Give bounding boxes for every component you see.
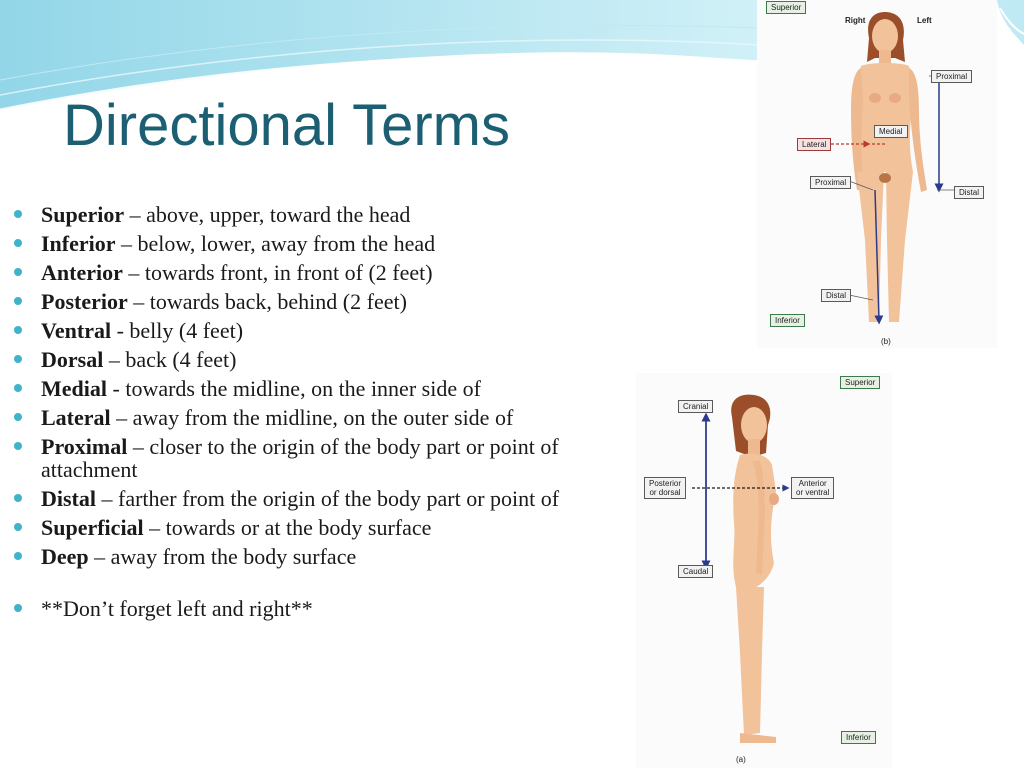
term-name: Lateral — [41, 405, 111, 430]
label-medial: Medial — [874, 125, 908, 138]
term-definition: above, upper, toward the head — [146, 202, 411, 227]
label-inferior: Inferior — [770, 314, 805, 327]
figure-caption: (a) — [736, 755, 746, 764]
term-definition: farther from the origin of the body part or point of — [118, 486, 560, 511]
term-separator: – — [96, 486, 118, 511]
list-item — [10, 516, 635, 539]
list-item — [10, 290, 635, 313]
term-separator: – — [127, 289, 150, 314]
label-right: Right — [845, 16, 866, 25]
term-definition: towards the midline, on the inner side of — [125, 376, 481, 401]
bullet-icon — [14, 355, 22, 363]
bullet-icon — [14, 604, 22, 612]
label-cranial: Cranial — [678, 400, 713, 413]
term-name: Superficial — [41, 515, 144, 540]
term-definition: away from the body surface — [110, 544, 357, 569]
term-separator: – — [127, 434, 150, 459]
anterior-body-illustration — [757, 0, 997, 348]
term-definition: towards or at the body surface — [165, 515, 432, 540]
label-dorsal-line: or dorsal — [649, 488, 681, 497]
list-item — [10, 261, 635, 284]
list-item-note — [10, 597, 635, 620]
bullet-icon — [14, 552, 22, 560]
label-posterior-line: Posterior — [649, 479, 682, 488]
list-item — [10, 487, 635, 510]
label-anterior-ventral — [791, 477, 834, 499]
list-item — [10, 319, 635, 342]
term-name: Anterior — [41, 260, 123, 285]
term-separator: – — [115, 231, 138, 256]
list-item — [10, 232, 635, 255]
figure-lateral-view — [636, 373, 892, 768]
label-ventral-line: or ventral — [796, 488, 830, 497]
term-name: Deep — [41, 544, 89, 569]
bullet-icon — [14, 239, 22, 247]
term-separator: – — [143, 515, 166, 540]
term-definition: towards back, behind (2 feet) — [149, 289, 407, 314]
label-superior: Superior — [840, 376, 880, 389]
label-left: Left — [917, 16, 932, 25]
term-name: Distal — [41, 486, 96, 511]
bullet-icon — [14, 384, 22, 392]
bullet-icon — [14, 297, 22, 305]
label-superior: Superior — [766, 1, 806, 14]
bullet-icon — [14, 442, 22, 450]
term-separator: – — [88, 544, 111, 569]
term-definition: back (4 feet) — [125, 347, 237, 372]
term-name: Superior — [41, 202, 125, 227]
term-name: Ventral — [41, 318, 112, 343]
label-caudal: Caudal — [678, 565, 713, 578]
slide-title: Directional Terms — [63, 93, 510, 158]
label-distal-leg: Distal — [821, 289, 851, 302]
term-separator: – — [103, 347, 126, 372]
list-item — [10, 348, 635, 371]
list-item — [10, 545, 635, 568]
term-list — [10, 203, 635, 626]
label-inferior: Inferior — [841, 731, 876, 744]
term-name: Inferior — [41, 231, 116, 256]
term-definition: belly (4 feet) — [129, 318, 244, 343]
term-definition: below, lower, away from the head — [137, 231, 436, 256]
list-item — [10, 203, 635, 226]
list-item — [10, 435, 635, 481]
term-definition: away from the midline, on the outer side of — [132, 405, 514, 430]
term-separator: – — [124, 202, 147, 227]
label-proximal-arm: Proximal — [931, 70, 972, 83]
term-definition: towards front, in front of (2 feet) — [144, 260, 433, 285]
lateral-body-illustration — [636, 373, 892, 768]
term-name: Posterior — [41, 289, 128, 314]
label-proximal-leg: Proximal — [810, 176, 851, 189]
term-separator: - — [111, 318, 130, 343]
bullet-icon — [14, 210, 22, 218]
label-lateral: Lateral — [797, 138, 831, 151]
term-name: Proximal — [41, 434, 128, 459]
figure-caption: (b) — [881, 337, 891, 346]
list-item — [10, 406, 635, 429]
label-distal-arm: Distal — [954, 186, 984, 199]
figure-anterior-view — [757, 0, 997, 348]
term-separator: – — [122, 260, 145, 285]
term-name: Dorsal — [41, 347, 104, 372]
label-posterior-dorsal — [644, 477, 686, 499]
bullet-icon — [14, 413, 22, 421]
bullet-icon — [14, 494, 22, 502]
list-item — [10, 377, 635, 400]
term-separator: – — [110, 405, 133, 430]
term-separator: - — [107, 376, 126, 401]
bullet-icon — [14, 268, 22, 276]
left-right-note: **Don’t forget left and right** — [41, 596, 313, 621]
label-anterior-line: Anterior — [798, 479, 827, 488]
bullet-icon — [14, 326, 22, 334]
term-definition: closer to the origin of the body part or point of attachment — [41, 434, 559, 482]
bullet-icon — [14, 523, 22, 531]
term-name: Medial — [41, 376, 107, 401]
